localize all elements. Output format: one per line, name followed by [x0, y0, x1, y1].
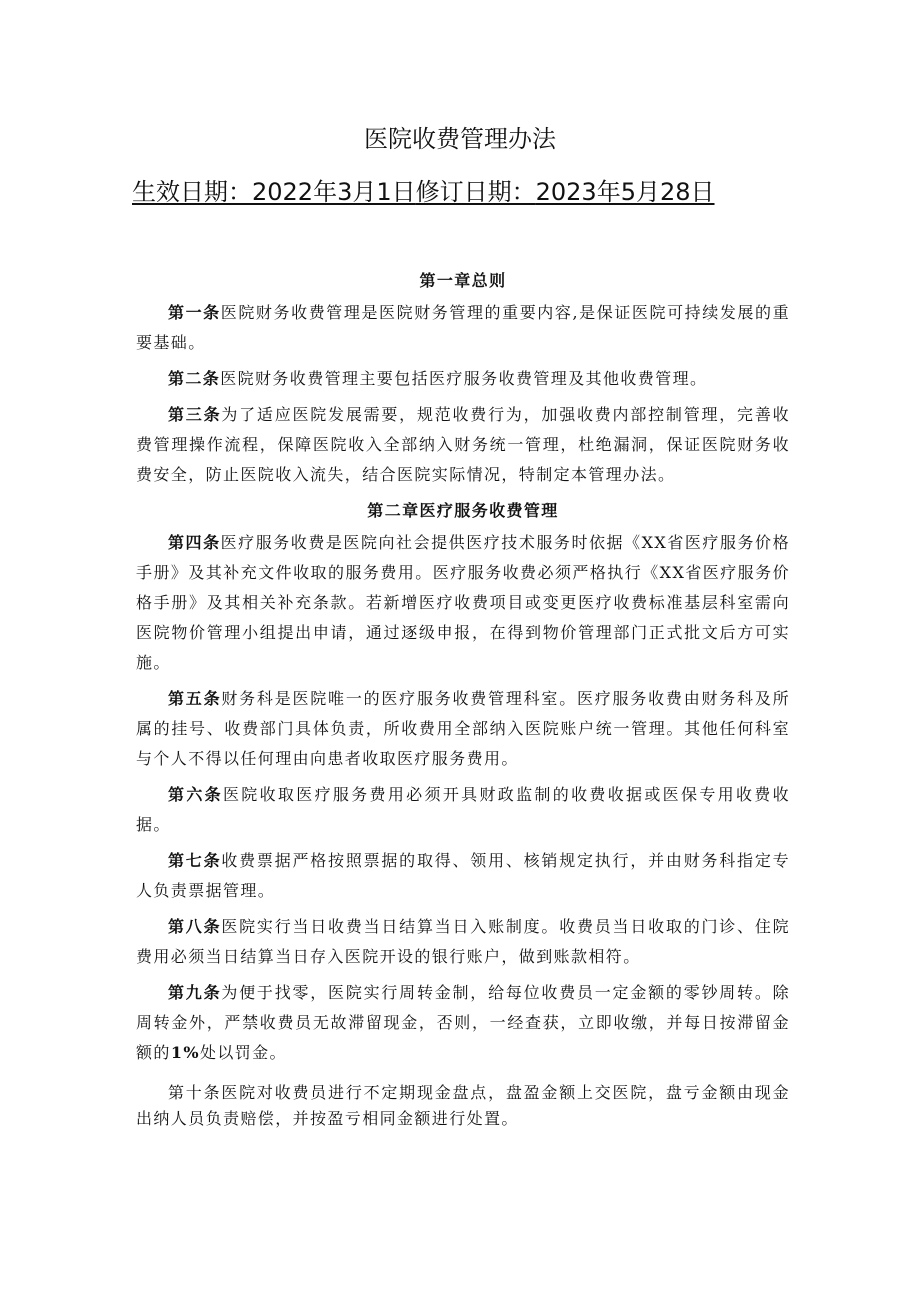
effective-date-value: 2022年3月1日 — [252, 178, 416, 206]
dates-line — [132, 176, 715, 208]
article-text: 财务科是医院唯一的医疗服务收费管理科室。医疗服务收费由财务科及所属的挂号、收费部门具体负责，所收费用全部纳入医院账户统一管理。其他任何科室与个人不得以任何理由向患者收取医疗服务费用。 — [136, 689, 790, 768]
penalty-percent: 1% — [170, 1043, 200, 1062]
revised-date-value: 2023年5月28日 — [535, 178, 715, 206]
article-number: 第四条 — [168, 533, 221, 552]
article-number: 第七条 — [168, 851, 222, 870]
article-text: 为便于找零，医院实行周转金制，给每位收费员一定金额的零钞周转。除周转金外，严禁收费员无故滞留现金，否则，一经查获，立即收缴，并每日按滞留金额的 — [136, 983, 790, 1062]
article-number: 第三条 — [168, 405, 222, 424]
revised-date-label: 修订日期： — [415, 178, 536, 206]
article-number: 第六条 — [168, 785, 223, 804]
article-text: 医院财务收费管理主要包括医疗服务收费管理及其他收费管理。 — [220, 369, 708, 388]
article — [136, 978, 790, 1068]
article — [136, 364, 790, 394]
article-number: 第九条 — [168, 983, 222, 1002]
article — [136, 846, 790, 906]
document-title: 医院收费管理办法 — [364, 125, 556, 153]
article-number: 第五条 — [168, 689, 222, 708]
article — [136, 528, 790, 678]
article — [136, 912, 790, 972]
article-text-end: 处以罚金。 — [199, 1043, 287, 1062]
effective-date-label: 生效日期： — [132, 178, 252, 206]
article-text: 为了适应医院发展需要，规范收费行为，加强收费内部控制管理，完善收费管理操作流程，保障医院收入全部纳入财务统一管理，杜绝漏洞，保证医院财务收费安全，防止医院收入流失，结合医院实际情况，特制定本管理办法。 — [136, 405, 790, 484]
article-number: 第一条 — [168, 303, 221, 322]
article — [136, 780, 790, 840]
article-text: 医疗服务收费是医院向社会提供医疗技术服务时依据《XX省医疗服务价格手册》及其补充文件收取的服务费用。医疗服务收费必须严格执行《XX省医疗服务价格手册》及其相关补充条款。若新增医疗收费项目或变更医疗收费标准基层科室需向医院物价管理小组提出申请，通过逐级申报，在得到物价管理部门正式批文后方可实施。 — [136, 533, 790, 672]
document-body — [136, 266, 790, 1138]
article: 第十条医院对收费员进行不定期现金盘点，盘盈金额上交医院，盘亏金额由现金出纳人员负责赔偿，并按盈亏相同金额进行处置。 — [136, 1083, 790, 1128]
chapter-heading: 第二章医疗服务收费管理 — [367, 501, 559, 520]
chapter-heading: 第一章总则 — [419, 271, 507, 290]
article-text: 收费票据严格按照票据的取得、领用、核销规定执行，并由财务科指定专人负责票据管理。 — [136, 851, 790, 900]
article — [136, 298, 790, 358]
article-text: 医院实行当日收费当日结算当日入账制度。收费员当日收取的门诊、住院费用必须当日结算当日存入医院开设的银行账户，做到账款相符。 — [136, 917, 790, 966]
article-number: 第二条 — [168, 369, 221, 388]
article-text: 医院财务收费管理是医院财务管理的重要内容,是保证医院可持续发展的重要基础。 — [136, 303, 790, 352]
article — [136, 400, 790, 490]
article-text: 医院收取医疗服务费用必须开具财政监制的收费收据或医保专用收费收据。 — [136, 785, 790, 834]
article-number: 第八条 — [168, 917, 222, 936]
article — [136, 684, 790, 774]
